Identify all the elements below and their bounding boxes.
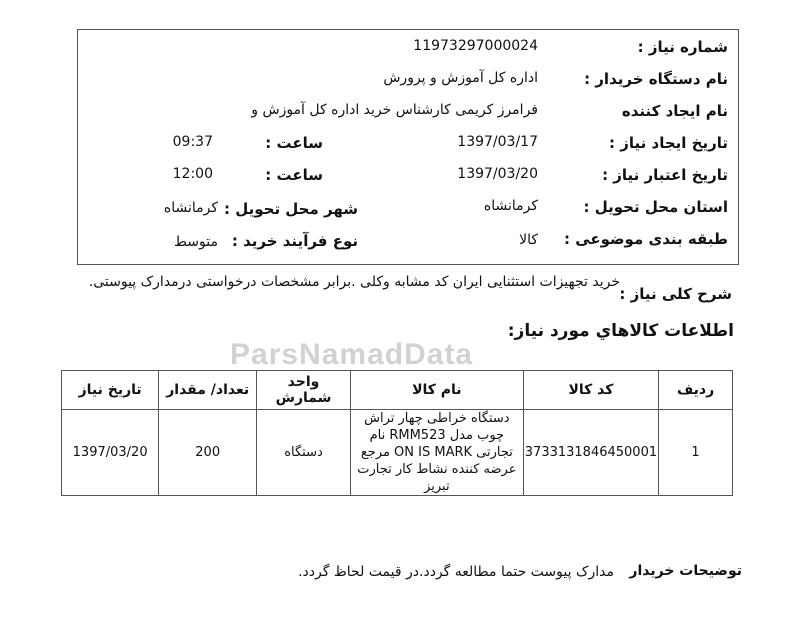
items-table <box>61 370 733 496</box>
city-value: کرمانشاه <box>163 200 218 216</box>
description-label: شرح کلی نیاز : <box>619 285 732 303</box>
items-section-title: اطلاعات کالاهاي مورد نياز: <box>507 321 734 341</box>
province-value: کرمانشاه <box>483 198 538 214</box>
cell-item-name: دستگاه خراطی چهار تراش چوب مدل RMM523 نام تجارتی ON IS MARK مرجع عرضه کننده نشاط کار تجارت تبریز <box>350 410 523 496</box>
header-quantity: تعداد/ مقدار <box>159 371 257 410</box>
header-row-number: ردیف <box>659 371 733 410</box>
cell-unit: دستگاه <box>257 410 351 496</box>
cell-quantity: 200 <box>159 410 257 496</box>
category-value: کالا <box>519 232 538 248</box>
buyer-notes-label: توضیحات خریدار <box>629 563 742 579</box>
time2-label: ساعت : <box>265 166 323 184</box>
validity-label: تاریخ اعتبار نیاز : <box>602 166 728 184</box>
header-need-date: تاریخ نیاز <box>62 371 159 410</box>
table-header-row <box>62 371 733 410</box>
buyer-notes-text: مدارک پیوست حتما مطالعه گردد.در قیمت لحاظ گردد. <box>298 564 614 580</box>
cell-row-number: 1 <box>659 410 733 496</box>
cell-item-code: 3733131846450001 <box>523 410 658 496</box>
time1-value: 09:37 <box>172 134 213 150</box>
city-label: شهر محل تحویل : <box>223 200 358 218</box>
process-label: نوع فرآیند خرید : <box>231 232 358 250</box>
need-number-value: 11973297000024 <box>413 38 538 54</box>
category-label: طبقه بندی موضوعی : <box>564 230 728 248</box>
buyer-org-value: اداره کل آموزش و پرورش <box>383 70 538 86</box>
validity-date-value: 1397/03/20 <box>457 166 538 182</box>
province-label: استان محل تحویل : <box>583 198 728 216</box>
created-date-value: 1397/03/17 <box>457 134 538 150</box>
table-row <box>62 410 733 496</box>
watermark-text: ParsNamadData <box>230 338 474 371</box>
time2-value: 12:00 <box>172 166 213 182</box>
cell-need-date: 1397/03/20 <box>62 410 159 496</box>
header-item-name: نام کالا <box>350 371 523 410</box>
header-unit: واحد شمارش <box>257 371 351 410</box>
created-date-label: تاریخ ایجاد نیاز : <box>609 134 728 152</box>
need-number-label: شماره نیاز : <box>637 38 728 56</box>
time1-label: ساعت : <box>265 134 323 152</box>
need-info-box <box>77 29 739 265</box>
creator-label: نام ایجاد کننده <box>621 102 728 120</box>
process-value: متوسط <box>174 234 218 250</box>
description-text: خرید تجهیزات استثنایی ایران کد مشابه وکلی .برابر مشخصات درخواستی درمدارک پیوستی. <box>88 274 620 290</box>
buyer-org-label: نام دستگاه خریدار : <box>584 70 728 88</box>
header-item-code: کد کالا <box>523 371 658 410</box>
creator-value: فرامرز کریمی کارشناس خرید اداره کل آموزش و <box>251 102 538 118</box>
